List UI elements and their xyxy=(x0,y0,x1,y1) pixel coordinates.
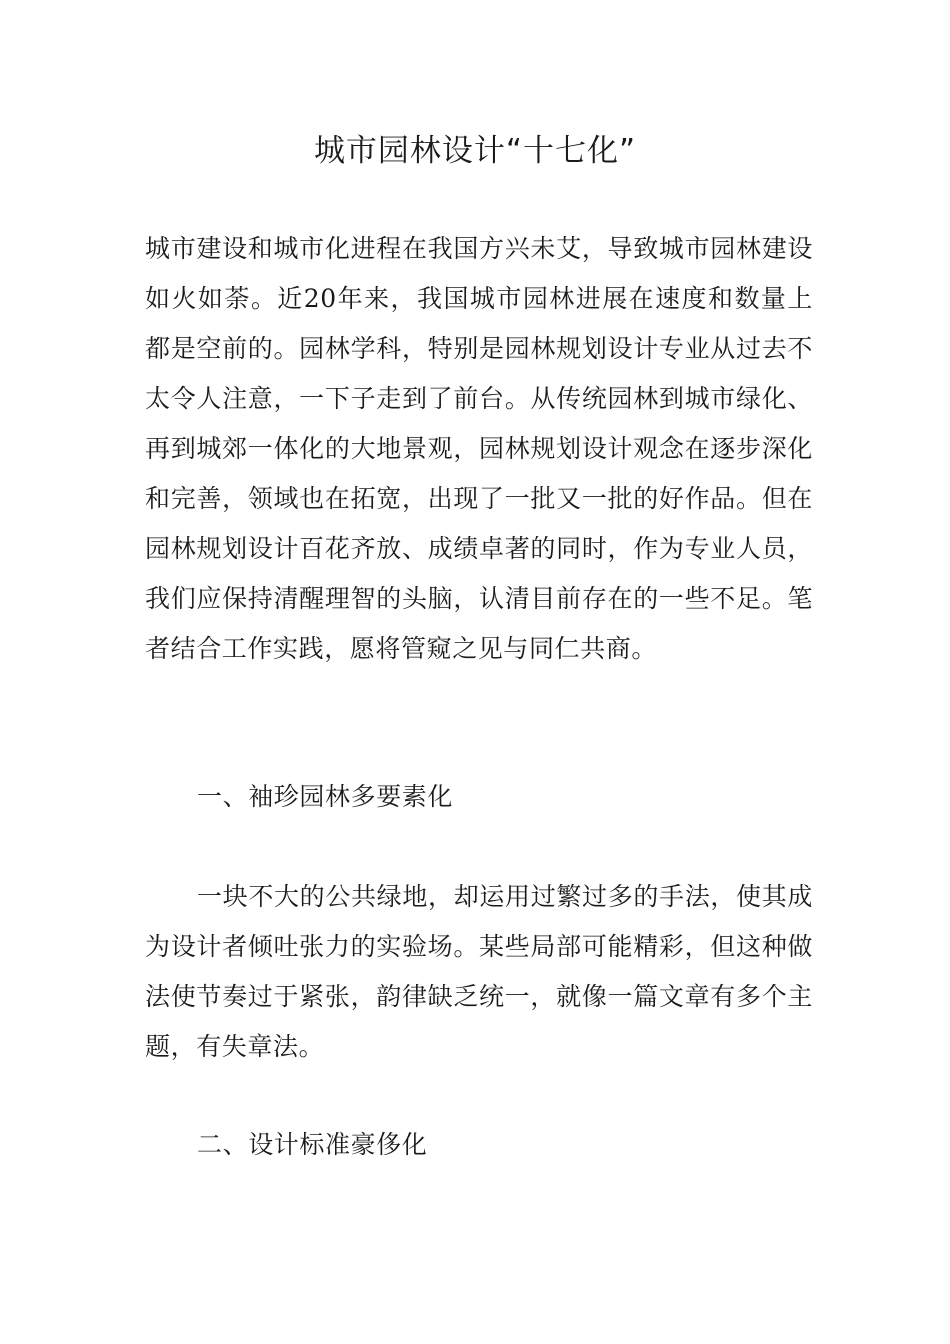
document-title: 城市园林设计“十七化” xyxy=(313,133,637,169)
intro-paragraph: 城市建设和城市化进程在我国方兴未艾，导致城市园林建设如火如荼。近20年来，我国城市园林进展在速度和数量上都是空前的。园林学科，特别是园林规划设计专业从过去不太令人注意，一下子走到了前台。从传统园林到城市绿化、再到城郊一体化的大地景观，园林规划设计观念在逐步深化和完善，领域也在拓宽，出现了一批又一批的好作品。但在园林规划设计百花齐放、成绩卓著的同时，作为专业人员，我们应保持清醒理智的头脑，认清目前存在的一些不足。笔者结合工作实践，愿将管窥之见与同仁共商。 xyxy=(145,234,813,663)
section-body-1: 一块不大的公共绿地，却运用过繁过多的手法，使其成为设计者倾吐张力的实验场。某些局部可能精彩，但这种做法使节奏过于紧张，韵律缺乏统一，就像一篇文章有多个主题，有失章法。 xyxy=(145,882,813,1061)
section-heading-1: 一、袖珍园林多要素化 xyxy=(197,782,454,811)
section-heading-2: 二、设计标准豪侈化 xyxy=(197,1130,428,1159)
